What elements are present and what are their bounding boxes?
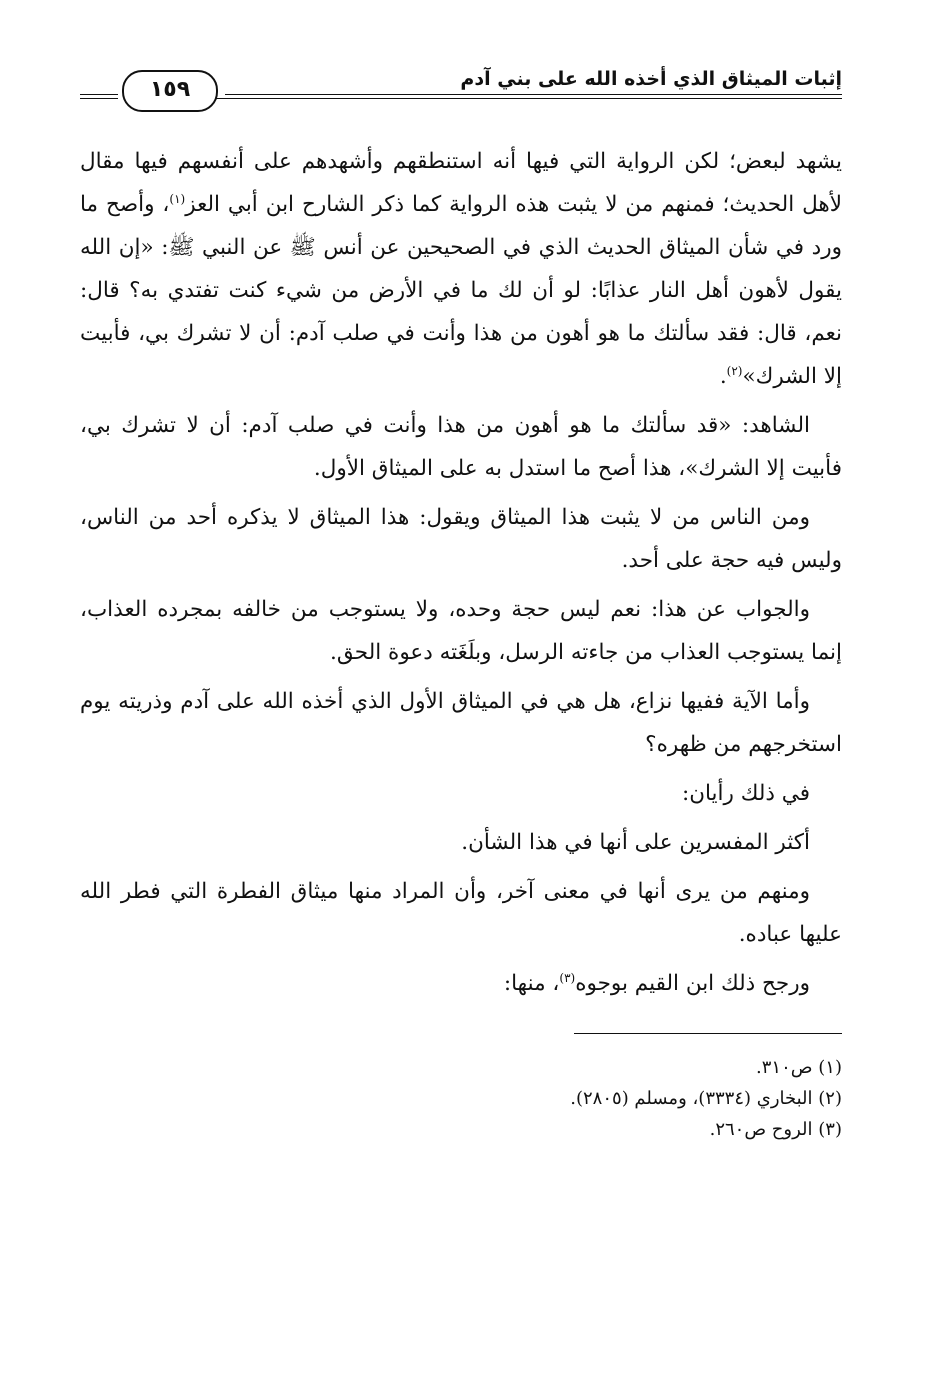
header-rule-inner	[225, 94, 842, 95]
footnote-ref[interactable]: (٣)	[559, 970, 576, 985]
paragraph-text: ، وأصح ما ورد في شأن الميثاق الحديث الذي في الصحيحين عن أنس ﷺ عن النبي ﷺ: «إن الله يقول لأهون أهل النار عذابًا: لو أن لك ما في الأرض من شيء كنت تفتدي به؟ قال: نعم، قال: فقد سألتك ما هو أهون من هذا وأنت في صلب آدم: أن لا تشرك بي، فأبيت إلا الشرك»	[80, 192, 842, 389]
paragraph: الشاهد: «قد سألتك ما هو أهون من هذا وأنت في صلب آدم: أن لا تشرك بي، فأبيت إلا الشرك»، هذا أصح ما استدل به على الميثاق الأول.	[80, 413, 842, 481]
book-page	[80, 50, 842, 1145]
footnote-ref[interactable]: (١)	[169, 191, 186, 206]
footnote: (١) ص٣١٠.	[756, 1057, 842, 1078]
footnote: (٢) البخاري (٣٣٣٤)، ومسلم (٢٨٠٥).	[570, 1088, 842, 1109]
paragraph: ومن الناس من لا يثبت هذا الميثاق ويقول: هذا الميثاق لا يذكره أحد من الناس، وليس فيه حجة على أحد.	[80, 505, 842, 573]
header-rule-left-inner	[80, 94, 118, 95]
main-text	[80, 140, 842, 1005]
header-rule-left	[80, 98, 118, 99]
paragraph-text: ، منها:	[503, 971, 560, 996]
footnote: (٣) الروح ص٢٦٠.	[709, 1119, 842, 1140]
paragraph: ومنهم من يرى أنها في معنى آخر، وأن المراد منها ميثاق الفطرة التي فطر الله عليها عباده.	[80, 879, 842, 947]
paragraph: وأما الآية ففيها نزاع، هل هي في الميثاق الأول الذي أخذه الله على آدم وذريته يوم استخرجهم من ظهره؟	[80, 689, 842, 757]
paragraph: والجواب عن هذا: نعم ليس حجة وحده، ولا يستوجب من خالفه بمجرده العذاب، إنما يستوجب العذاب من جاءته الرسل، وبلَغَته دعوة الحق.	[80, 597, 842, 665]
paragraph	[80, 140, 842, 398]
paragraph	[80, 962, 842, 1005]
page-header	[80, 50, 842, 110]
footnote-ref[interactable]: (٢)	[726, 363, 743, 378]
paragraph: أكثر المفسرين على أنها في هذا الشأن.	[461, 830, 810, 855]
paragraph-text: .	[719, 364, 727, 389]
page-number-badge: ١٥٩	[122, 70, 218, 112]
paragraph-text: يشهد لبعض؛ لكن الرواية التي فيها أنه استنطقهم وأشهدهم على أنفسهم فيها مقال لأهل الحديث؛ فمنهم من لا يثبت هذه الرواية كما ذكر الشارح ابن أبي العز	[80, 149, 842, 217]
footnote-separator	[574, 1033, 842, 1034]
running-title: إثبات الميثاق الذي أخذه الله على بني آدم	[460, 68, 842, 90]
footnotes	[80, 1052, 842, 1145]
header-rule	[180, 98, 842, 99]
paragraph: في ذلك رأيان:	[681, 781, 810, 806]
paragraph-text: ورجح ذلك ابن القيم بوجوه	[575, 971, 810, 996]
